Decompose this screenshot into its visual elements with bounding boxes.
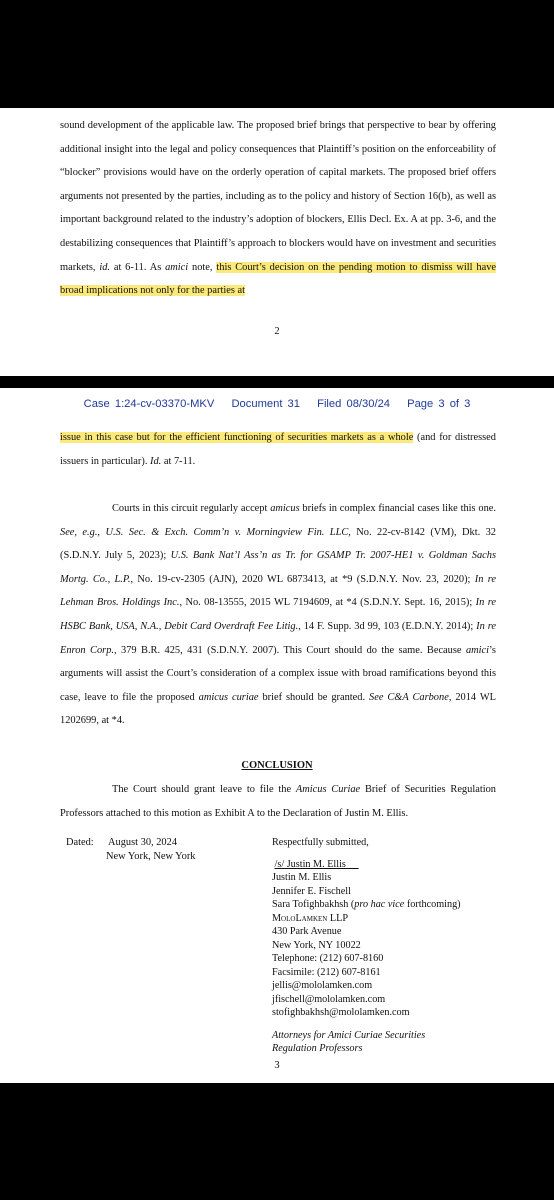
attorney-name: Sara Tofighbakhsh (pro hac vice forthcoming) <box>272 899 461 910</box>
attorney-name: Justin M. Ellis <box>272 872 332 883</box>
case-header <box>0 398 554 410</box>
address-line: 430 Park Avenue <box>272 926 342 937</box>
email: jellis@mololamken.com <box>272 980 373 991</box>
dated-label: Dated: <box>66 837 94 848</box>
filed-date: Filed 08/30/24 <box>317 398 391 410</box>
email: stofighbakhsh@mololamken.com <box>272 1007 410 1018</box>
page-number: 2 <box>274 326 280 337</box>
telephone: Telephone: (212) 607-8160 <box>272 953 384 964</box>
signature-slash: /s/ Justin M. Ellis <box>274 858 346 870</box>
body-paragraph: issue in this case but for the efficient functioning of securities markets as a whole (and for distressed issuers in particular). Id. at 7-11. <box>60 432 496 467</box>
facsimile: Facsimile: (212) 607-8161 <box>272 966 381 978</box>
law-firm-name: MoloLamken LLP <box>272 912 348 924</box>
dated-block <box>66 836 196 863</box>
signature-block <box>272 836 532 1056</box>
dated-place: New York, New York <box>106 850 196 862</box>
conclusion-heading: CONCLUSION <box>241 760 313 771</box>
document-number: Document 31 <box>231 398 300 410</box>
page-of: Page 3 of 3 <box>407 398 471 410</box>
respectfully-submitted: Respectfully submitted, <box>272 837 369 848</box>
page-number: 3 <box>274 1060 280 1071</box>
case-number: Case 1:24-cv-03370-MKV <box>83 398 215 410</box>
attorneys-for: Attorneys for Amici Curiae Securities Regulation Professors <box>272 1029 426 1054</box>
highlighted-text: issue in this case but for the efficient functioning of securities markets as a whole <box>60 432 414 443</box>
address-line: New York, NY 10022 <box>272 939 361 951</box>
document-page-2 <box>0 108 554 376</box>
email: jfischell@mololamken.com <box>272 993 386 1005</box>
dated-date: August 30, 2024 <box>108 837 178 848</box>
conclusion-paragraph: The Court should grant leave to file the Amicus Curiae Brief of Securities Regulation Professors attached to this motion as Exhibit A to the Declaration of Justin M. Ellis. <box>60 784 496 819</box>
attorney-name: Jennifer E. Fischell <box>272 885 351 897</box>
document-page-3 <box>0 388 554 1083</box>
body-paragraph: Courts in this circuit regularly accept amicus briefs in complex financial cases like this one. See, e.g., U.S. Sec. & Exch. Comm’n v. Morningview Fin. LLC, No. 22-cv-8142 (VM), Dkt. 32 (S.D.N.Y. July 5, 2023); U.S. Bank Nat’l Ass’n as Tr. for GSAMP Tr. 2007-HE1 v. Goldman Sachs Mortg. Co., L.P., No. 19-cv-2305 (AJN), 2020 WL 6873413, at *9 (S.D.N.Y. Nov. 23, 2020); In re Lehman Bros. Holdings Inc., No. 08-13555, 2015 WL 7194609, at *4 (S.D.N.Y. Sept. 16, 2015); In re HSBC Bank, USA, N.A., Debit Card Overdraft Fee Litig., 14 F. Supp. 3d 99, 103 (E.D.N.Y. 2014); In re Enron Corp., 379 B.R. 425, 431 (S.D.N.Y. 2007). This Court should do the same. Because amici’s arguments will assist the Court’s consideration of a complex issue with broad ramifications beyond this case, leave to file the proposed amicus curiae brief should be granted. See C&A Carbone, 2014 WL 1202699, at *4. <box>60 503 497 727</box>
body-paragraph: sound development of the applicable law. The proposed brief brings that perspective to bear by offering additional insight into the legal and policy consequences that Plaintiff’s position on the enforceability of “blocker” provisions would have on the orderly operation of capital markets. The proposed brief offers arguments not presented by the parties, including as to the policy and history of Section 16(b), as well as important background related to the industry’s adoption of blockers, Ellis Decl. Ex. A at pp. 3-6, and the destabilizing consequences that Plaintiff’s approach to blockers would have on investment and securities markets, id. at 6-11. As amici note, this Court’s decision on the pending motion to dismiss will have broad implications not only for the parties at <box>60 120 496 297</box>
highlighted-text: this Court’s decision on the pending motion to dismiss will have broad implications not only for the parties at <box>60 261 496 297</box>
